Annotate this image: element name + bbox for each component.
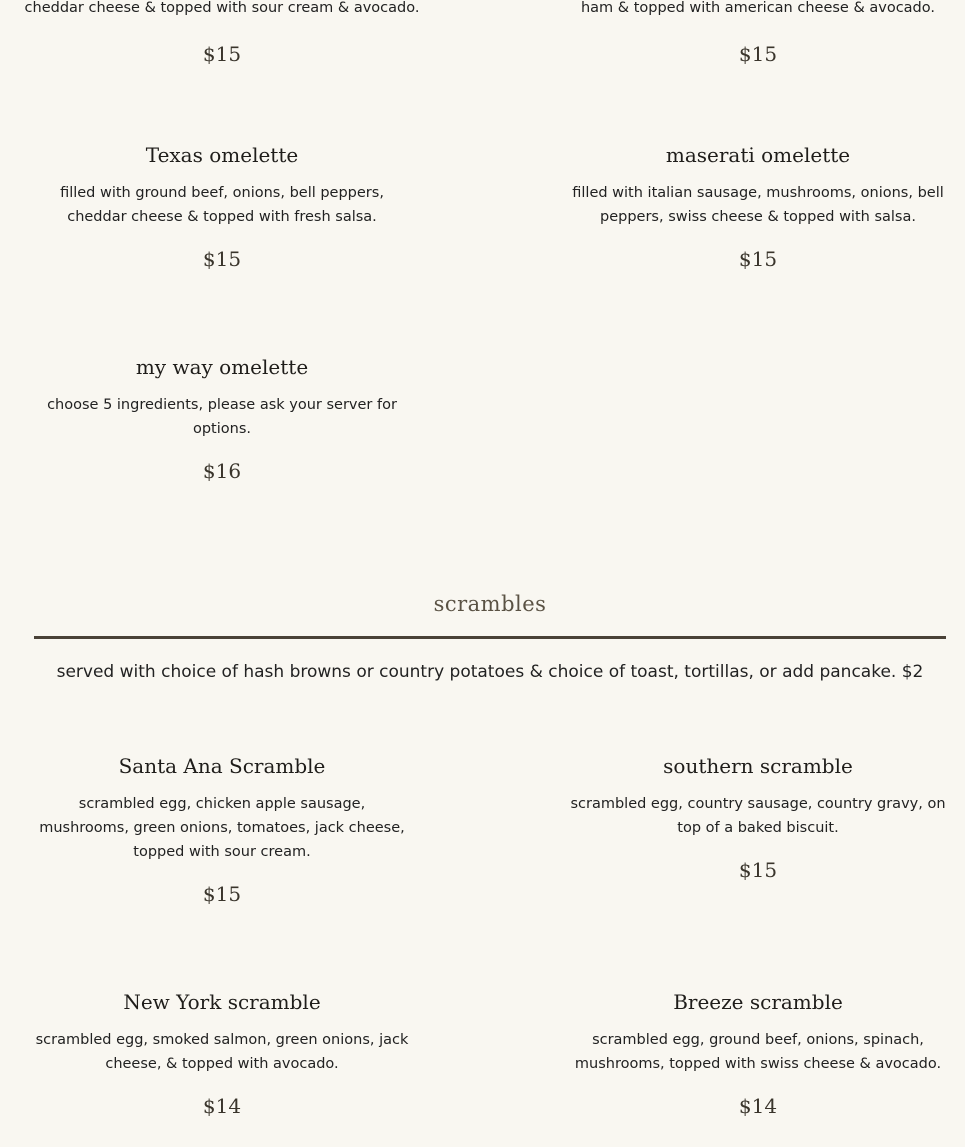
- menu-item-price: $14: [202, 1094, 242, 1118]
- menu-item-description: filled with italian sausage, mushrooms, onions, bell peppers, swiss cheese & topped with salsa.: [572, 185, 944, 225]
- menu-item-title: Texas omelette: [145, 143, 299, 167]
- menu-item-title: New York scramble: [123, 990, 321, 1014]
- menu-item-price: $15: [202, 247, 242, 271]
- menu-item-description: ham & topped with american cheese & avocado.: [580, 0, 935, 16]
- menu-item-my-way-omelette: [32, 355, 412, 483]
- menu-item-price: $15: [738, 42, 778, 66]
- menu-item-title: my way omelette: [135, 355, 309, 379]
- menu-item-southern-scramble: [568, 754, 948, 882]
- section-divider: [34, 636, 946, 639]
- menu-item-price: $15: [738, 247, 778, 271]
- menu-item-title: maserati omelette: [665, 143, 851, 167]
- section-note: served with choice of hash browns or country potatoes & choice of toast, tortillas, or add pancake. $2: [56, 662, 924, 682]
- menu-item-title: Breeze scramble: [673, 990, 843, 1014]
- menu-item-texas-omelette: [32, 143, 412, 271]
- menu-item-price: $14: [738, 1094, 778, 1118]
- menu-item-price: $15: [202, 42, 242, 66]
- section-title-scrambles: scrambles: [433, 592, 547, 616]
- menu-item-price: $15: [202, 882, 242, 906]
- menu-item-title: southern scramble: [663, 754, 853, 778]
- menu-item-price: $15: [738, 858, 778, 882]
- menu-item-description: choose 5 ingredients, please ask your server for options.: [47, 397, 397, 437]
- menu-item-description: scrambled egg, ground beef, onions, spinach, mushrooms, topped with swiss cheese & avocado.: [574, 1032, 942, 1072]
- menu-item-breeze-scramble: [568, 990, 948, 1118]
- menu-item-description: scrambled egg, chicken apple sausage, mushrooms, green onions, tomatoes, jack cheese, topped with sour cream.: [39, 796, 405, 860]
- menu-item-maserati-omelette: [568, 143, 948, 271]
- menu-item-description: scrambled egg, smoked salmon, green onions, jack cheese, & topped with avocado.: [35, 1032, 409, 1072]
- menu-item-price: $16: [202, 459, 242, 483]
- menu-item-description: cheddar cheese & topped with sour cream & avocado.: [24, 0, 420, 16]
- menu-item-title: Santa Ana Scramble: [118, 754, 326, 778]
- menu-item-description: filled with ground beef, onions, bell peppers, cheddar cheese & topped with fresh salsa.: [60, 185, 384, 225]
- menu-item-santa-ana-scramble: [32, 754, 412, 906]
- menu-item-new-york-scramble: [32, 990, 412, 1118]
- menu-item-description: scrambled egg, country sausage, country gravy, on top of a baked biscuit.: [570, 796, 946, 836]
